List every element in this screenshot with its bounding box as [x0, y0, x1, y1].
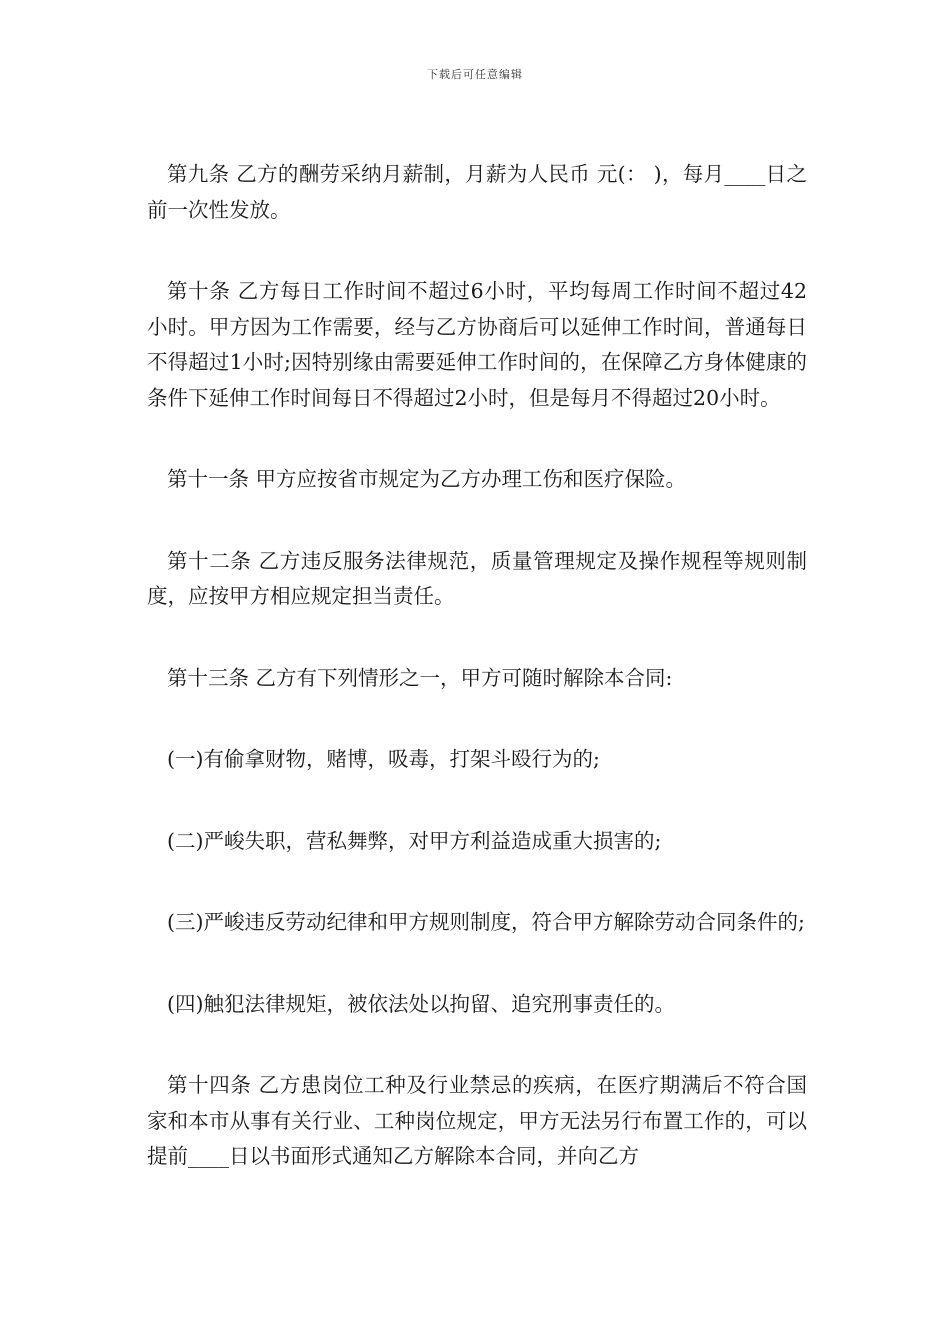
clause-2-paragraph: (二)严峻失职，营私舞弊，对甲方利益造成重大损害的;: [167, 828, 662, 853]
article-13-paragraph: 第十三条 乙方有下列情形之一，甲方可随时解除本合同:: [167, 665, 673, 690]
article-11-paragraph: 第十一条 甲方应按省市规定为乙方办理工伤和医疗保险。: [167, 467, 687, 491]
header-note: 下载后可任意编辑: [427, 68, 523, 81]
clause-1-paragraph: (一)有偷拿财物，赌博，吸毒，打架斗殴行为的;: [167, 747, 600, 771]
article-12-paragraph: 第十二条 乙方违反服务法律规范，质量管理规定及操作规程等规则制度，应按甲方相应规定担当责任。: [147, 548, 807, 608]
clause-3-paragraph: (三)严峻违反劳动纪律和甲方规则制度，符合甲方解除劳动合同条件的;: [167, 910, 805, 934]
article-10-paragraph: 第十条 乙方每日工作时间不超过6小时，平均每周工作时间不超过42小时。甲方因为工作需要，经与乙方协商后可以延伸工作时间，普通每日不得超过1小时;因特别缘由需要延伸工作时间的，在保障乙方身体健康的条件下延伸工作时间每日不得超过2小时，但是每月不得超过20小时。: [147, 279, 807, 410]
clause-4-paragraph: (四)触犯法律规矩，被依法处以拘留、追究刑事责任的。: [167, 991, 675, 1016]
article-9-paragraph: 第九条 乙方的酬劳采纳月薪制，月薪为人民币 元(： )，每月____日之前一次性发放。: [147, 162, 807, 222]
document-body: [147, 157, 807, 1221]
article-14-paragraph: 第十四条 乙方患岗位工种及行业禁忌的疾病，在医疗期满后不符合国家和本市从事有关行业、工种岗位规定，甲方无法另行布置工作的，可以提前____日以书面形式通知乙方解除本合同，并向乙方: [147, 1073, 807, 1168]
